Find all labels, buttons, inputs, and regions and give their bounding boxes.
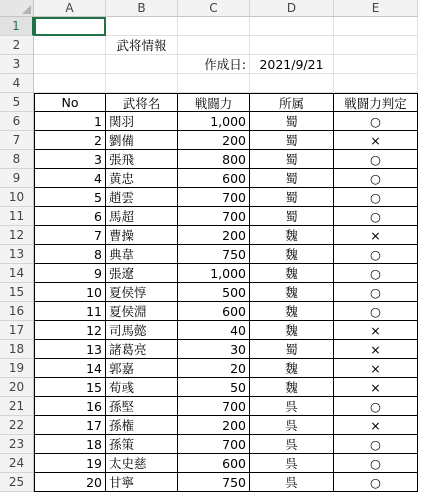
sheet-row [34, 359, 418, 378]
name-cell[interactable]: 張遼 [106, 264, 178, 283]
power-cell[interactable]: 500 [178, 283, 250, 302]
power-cell[interactable]: 40 [178, 321, 250, 340]
faction-cell[interactable]: 呉 [250, 435, 334, 454]
faction-cell[interactable]: 魏 [250, 283, 334, 302]
judge-cell[interactable]: ○ [334, 207, 418, 226]
table-header-cell[interactable]: 所属 [250, 93, 334, 112]
row-header-5[interactable]: 5 [0, 93, 34, 112]
faction-cell[interactable]: 呉 [250, 454, 334, 473]
sheet-row [34, 93, 418, 112]
row-header-6[interactable]: 6 [0, 112, 34, 131]
cell-e4[interactable] [334, 74, 418, 93]
faction-cell[interactable]: 魏 [250, 245, 334, 264]
column-header-a[interactable]: A [34, 0, 106, 17]
power-cell[interactable]: 200 [178, 226, 250, 245]
judge-cell[interactable]: ○ [334, 473, 418, 492]
cell-c4[interactable] [178, 74, 250, 93]
no-cell[interactable]: 3 [34, 150, 106, 169]
power-cell[interactable]: 750 [178, 245, 250, 264]
judge-cell[interactable]: × [334, 340, 418, 359]
sheet-row [34, 207, 418, 226]
name-cell[interactable]: 趙雲 [106, 188, 178, 207]
row-header-24[interactable]: 24 [0, 454, 34, 473]
cell-e2[interactable] [334, 36, 418, 55]
select-all-corner[interactable] [0, 0, 34, 17]
faction-cell[interactable]: 魏 [250, 264, 334, 283]
cell-b1[interactable] [106, 17, 178, 36]
row-header-4[interactable]: 4 [0, 74, 34, 93]
faction-cell[interactable]: 魏 [250, 321, 334, 340]
power-cell[interactable]: 20 [178, 359, 250, 378]
faction-cell[interactable]: 魏 [250, 226, 334, 245]
no-cell[interactable]: 15 [34, 378, 106, 397]
row-header-2[interactable]: 2 [0, 36, 34, 55]
table-header-cell[interactable]: 戦闘力 [178, 93, 250, 112]
no-cell[interactable]: 19 [34, 454, 106, 473]
row-header-20[interactable]: 20 [0, 378, 34, 397]
name-cell[interactable]: 黄忠 [106, 169, 178, 188]
sheet-row [34, 397, 418, 416]
judge-cell[interactable]: ○ [334, 112, 418, 131]
name-cell[interactable]: 郭嘉 [106, 359, 178, 378]
name-cell[interactable]: 曹操 [106, 226, 178, 245]
cell-e3[interactable] [334, 55, 418, 74]
row-header-15[interactable]: 15 [0, 283, 34, 302]
sheet-row [34, 302, 418, 321]
faction-cell[interactable]: 蜀 [250, 340, 334, 359]
column-header-b[interactable]: B [106, 0, 178, 17]
name-cell[interactable]: 孫権 [106, 416, 178, 435]
power-cell[interactable]: 600 [178, 169, 250, 188]
power-cell[interactable]: 700 [178, 207, 250, 226]
name-cell[interactable]: 荀彧 [106, 378, 178, 397]
power-cell[interactable]: 800 [178, 150, 250, 169]
no-cell[interactable]: 13 [34, 340, 106, 359]
sheet-row [34, 169, 418, 188]
row-header-11[interactable]: 11 [0, 207, 34, 226]
column-header-d[interactable]: D [250, 0, 334, 17]
sheet-row [34, 473, 418, 492]
power-cell[interactable]: 600 [178, 302, 250, 321]
faction-cell[interactable]: 蜀 [250, 112, 334, 131]
judge-cell[interactable]: × [334, 416, 418, 435]
power-cell[interactable]: 600 [178, 454, 250, 473]
name-cell[interactable]: 孫策 [106, 435, 178, 454]
sheet-row [34, 321, 418, 340]
faction-cell[interactable]: 魏 [250, 378, 334, 397]
power-cell[interactable]: 200 [178, 131, 250, 150]
name-cell[interactable]: 孫堅 [106, 397, 178, 416]
sheet-row [34, 150, 418, 169]
no-cell[interactable]: 9 [34, 264, 106, 283]
sheet-row [34, 226, 418, 245]
no-cell[interactable]: 20 [34, 473, 106, 492]
created-label-cell[interactable]: 作成日: [178, 55, 250, 74]
name-cell[interactable]: 諸葛亮 [106, 340, 178, 359]
no-cell[interactable]: 17 [34, 416, 106, 435]
cell-grid [34, 17, 418, 492]
row-header-13[interactable]: 13 [0, 245, 34, 264]
cell-b3[interactable] [106, 55, 178, 74]
row-header-9[interactable]: 9 [0, 169, 34, 188]
cell-a4[interactable] [34, 74, 106, 93]
judge-cell[interactable]: × [334, 359, 418, 378]
row-header-7[interactable]: 7 [0, 131, 34, 150]
power-cell[interactable]: 1,000 [178, 264, 250, 283]
row-headers [0, 17, 34, 492]
cell-c2[interactable] [178, 36, 250, 55]
faction-cell[interactable]: 蜀 [250, 131, 334, 150]
table-header-cell[interactable]: No [34, 93, 106, 112]
faction-cell[interactable]: 呉 [250, 416, 334, 435]
no-cell[interactable]: 18 [34, 435, 106, 454]
no-cell[interactable]: 12 [34, 321, 106, 340]
no-cell[interactable]: 16 [34, 397, 106, 416]
no-cell[interactable]: 1 [34, 112, 106, 131]
judge-cell[interactable]: ○ [334, 264, 418, 283]
sheet-row [34, 188, 418, 207]
cell-c1[interactable] [178, 17, 250, 36]
faction-cell[interactable]: 蜀 [250, 188, 334, 207]
sheet-row [34, 55, 418, 74]
faction-cell[interactable]: 呉 [250, 397, 334, 416]
power-cell[interactable]: 750 [178, 473, 250, 492]
faction-cell[interactable]: 魏 [250, 359, 334, 378]
name-cell[interactable]: 甘寧 [106, 473, 178, 492]
sheet-row [34, 454, 418, 473]
sheet-row [34, 283, 418, 302]
column-header-e[interactable]: E [334, 0, 418, 17]
row-header-19[interactable]: 19 [0, 359, 34, 378]
sheet-row [34, 112, 418, 131]
no-cell[interactable]: 10 [34, 283, 106, 302]
cell-b4[interactable] [106, 74, 178, 93]
name-cell[interactable]: 劉備 [106, 131, 178, 150]
name-cell[interactable]: 太史慈 [106, 454, 178, 473]
judge-cell[interactable]: ○ [334, 150, 418, 169]
table-header-cell[interactable]: 武将名 [106, 93, 178, 112]
power-cell[interactable]: 30 [178, 340, 250, 359]
name-cell[interactable]: 張飛 [106, 150, 178, 169]
row-header-22[interactable]: 22 [0, 416, 34, 435]
sheet-row [34, 435, 418, 454]
sheet-row [34, 17, 418, 36]
row-header-14[interactable]: 14 [0, 264, 34, 283]
no-cell[interactable]: 11 [34, 302, 106, 321]
no-cell[interactable]: 6 [34, 207, 106, 226]
cell-a1[interactable] [34, 17, 106, 36]
judge-cell[interactable]: × [334, 321, 418, 340]
row-header-25[interactable]: 25 [0, 473, 34, 492]
faction-cell[interactable]: 蜀 [250, 150, 334, 169]
name-cell[interactable]: 馬超 [106, 207, 178, 226]
cell-a2[interactable] [34, 36, 106, 55]
row-header-3[interactable]: 3 [0, 55, 34, 74]
power-cell[interactable]: 700 [178, 435, 250, 454]
power-cell[interactable]: 50 [178, 378, 250, 397]
row-header-17[interactable]: 17 [0, 321, 34, 340]
no-cell[interactable]: 2 [34, 131, 106, 150]
judge-cell[interactable]: × [334, 378, 418, 397]
sheet-row [34, 74, 418, 93]
created-date-cell[interactable]: 2021/9/21 [250, 55, 334, 74]
cell-d2[interactable] [250, 36, 334, 55]
row-header-21[interactable]: 21 [0, 397, 34, 416]
cell-a3[interactable] [34, 55, 106, 74]
column-header-c[interactable]: C [178, 0, 250, 17]
no-cell[interactable]: 4 [34, 169, 106, 188]
table-header-cell[interactable]: 戦闘力判定 [334, 93, 418, 112]
sheet-row [34, 264, 418, 283]
name-cell[interactable]: 夏侯淵 [106, 302, 178, 321]
power-cell[interactable]: 1,000 [178, 112, 250, 131]
sheet-row [34, 416, 418, 435]
no-cell[interactable]: 8 [34, 245, 106, 264]
row-header-1[interactable]: 1 [0, 17, 34, 36]
judge-cell[interactable]: ○ [334, 245, 418, 264]
row-header-16[interactable]: 16 [0, 302, 34, 321]
judge-cell[interactable]: ○ [334, 454, 418, 473]
sheet-row [34, 245, 418, 264]
judge-cell[interactable]: × [334, 226, 418, 245]
name-cell[interactable]: 関羽 [106, 112, 178, 131]
faction-cell[interactable]: 蜀 [250, 169, 334, 188]
judge-cell[interactable]: ○ [334, 435, 418, 454]
no-cell[interactable]: 7 [34, 226, 106, 245]
sheet-row [34, 340, 418, 359]
judge-cell[interactable]: × [334, 131, 418, 150]
sheet-row [34, 378, 418, 397]
row-header-12[interactable]: 12 [0, 226, 34, 245]
column-headers [34, 0, 418, 17]
name-cell[interactable]: 司馬懿 [106, 321, 178, 340]
name-cell[interactable]: 夏侯惇 [106, 283, 178, 302]
no-cell[interactable]: 14 [34, 359, 106, 378]
name-cell[interactable]: 典韋 [106, 245, 178, 264]
judge-cell[interactable]: ○ [334, 283, 418, 302]
row-header-10[interactable]: 10 [0, 188, 34, 207]
cell-d1[interactable] [250, 17, 334, 36]
cell-e1[interactable] [334, 17, 418, 36]
faction-cell[interactable]: 魏 [250, 302, 334, 321]
row-header-23[interactable]: 23 [0, 435, 34, 454]
judge-cell[interactable]: ○ [334, 397, 418, 416]
row-header-8[interactable]: 8 [0, 150, 34, 169]
power-cell[interactable]: 200 [178, 416, 250, 435]
sheet-row [34, 131, 418, 150]
no-cell[interactable]: 5 [34, 188, 106, 207]
row-header-18[interactable]: 18 [0, 340, 34, 359]
judge-cell[interactable]: ○ [334, 302, 418, 321]
title-cell[interactable]: 武将情報 [106, 36, 178, 55]
faction-cell[interactable]: 蜀 [250, 207, 334, 226]
power-cell[interactable]: 700 [178, 188, 250, 207]
faction-cell[interactable]: 呉 [250, 473, 334, 492]
power-cell[interactable]: 700 [178, 397, 250, 416]
judge-cell[interactable]: ○ [334, 188, 418, 207]
judge-cell[interactable]: ○ [334, 169, 418, 188]
cell-d4[interactable] [250, 74, 334, 93]
sheet-row [34, 36, 418, 55]
